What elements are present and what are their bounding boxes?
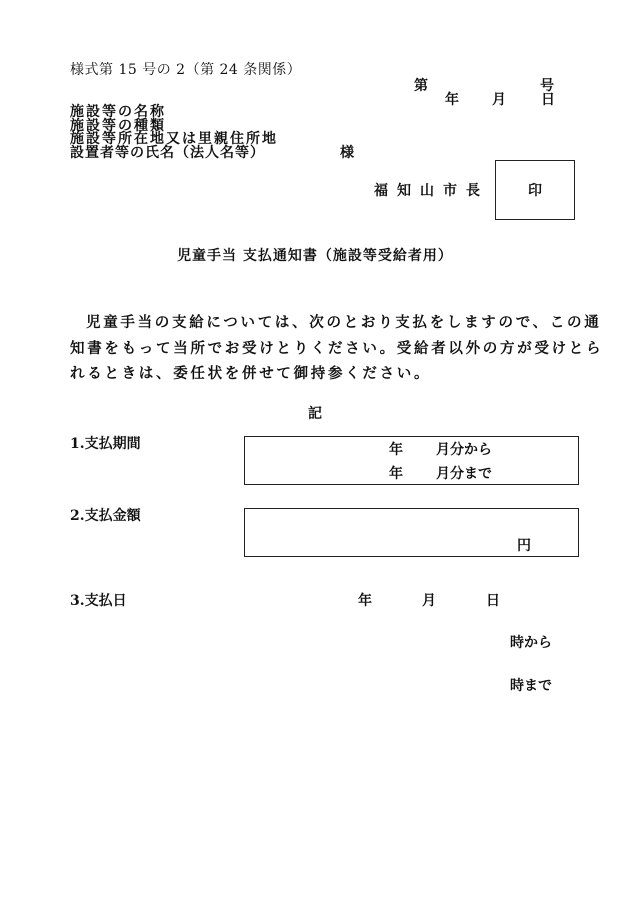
- document-title: 児童手当 支払通知書（施設等受給者用）: [177, 248, 453, 264]
- payment-period-label: 1.支払期間: [70, 436, 141, 452]
- payment-date-day: 日: [486, 593, 500, 609]
- payment-amount-box: [244, 508, 579, 557]
- issue-date-day: 日: [541, 92, 555, 108]
- body-line-2: 知書をもって当所でお受けとりください。受給者以外の方が受けとら: [70, 340, 604, 357]
- payment-time-from: 時から: [510, 635, 552, 651]
- payment-date-label: 3.支払日: [70, 593, 127, 609]
- payment-date-year: 年: [358, 593, 372, 609]
- facility-name-label: 施設等の名称: [70, 104, 166, 120]
- document-number-suffix: 号: [540, 78, 554, 94]
- honorific: 様: [340, 145, 354, 161]
- body-line-3: れるときは、委任状を併せて御持参ください。: [70, 365, 432, 382]
- amount-unit: 円: [517, 538, 531, 554]
- period-month-to: 月分まで: [436, 466, 492, 482]
- document-number: [414, 79, 554, 93]
- period-year-from: 年: [389, 442, 403, 458]
- period-month-from: 月分から: [436, 442, 492, 458]
- facility-type-label: 施設等の種類: [70, 118, 166, 134]
- payment-period-box: [244, 436, 579, 485]
- payment-date-month: 月: [422, 593, 436, 609]
- document-number-prefix: 第: [414, 78, 428, 94]
- founder-name-label: 設置者等の氏名（法人名等）: [70, 145, 265, 161]
- seal-mark: 印: [528, 183, 542, 199]
- form-number: 様式第 15 号の 2（第 24 条関係）: [70, 62, 302, 78]
- seal-box: [495, 160, 575, 220]
- body-line-1: 児童手当の支給については、次のとおり支払をしますので、この通: [86, 314, 602, 331]
- issue-date-year: 年: [445, 92, 459, 108]
- issue-date-month: 月: [492, 92, 506, 108]
- period-year-to: 年: [389, 466, 403, 482]
- issuer-mayor: 福知山市長: [374, 183, 489, 199]
- facility-address-label: 施設等所在地又は里親住所地: [70, 131, 278, 147]
- ki-heading: 記: [308, 406, 322, 422]
- payment-amount-label: 2.支払金額: [70, 508, 141, 524]
- payment-time-to: 時まで: [510, 678, 552, 694]
